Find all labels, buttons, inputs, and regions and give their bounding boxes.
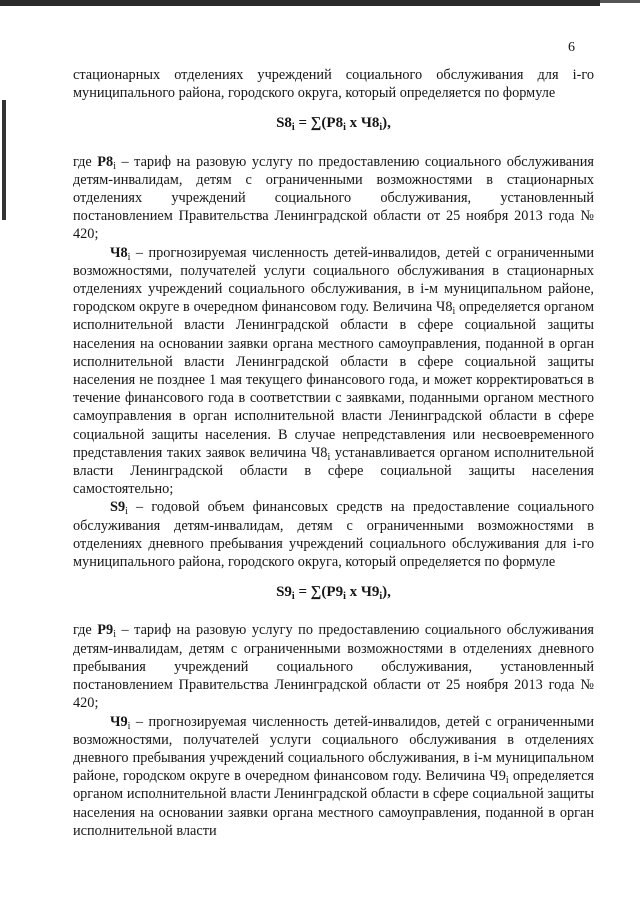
formula-s8: $S8_i = \sum(P8_i$ x $Ч8_i$), (276, 115, 391, 134)
paragraph-s9-definition: $S9_i$ – годовой объем финансовых средств на предоставление социального обслуживания детям-инвалидам, детям с ограниченными возможностями в отделениях дневного пребывания учреждений социального обслуживания для i-го муниципального района, городского округа, который определяется по формуле (73, 499, 594, 571)
scan-edge-top (0, 0, 600, 6)
paragraph-ch9-definition: $Ч9_i$ – прогнозируемая численность детей-инвалидов, детей с ограниченными возможностями, получателей услуги социального обслуживания в отделениях дневного пребывания учреждений социального обслуживания, в i-м муниципальном районе, городском округе в очередном финансовом году. Величина $Ч9_i$ определяется органом исполнительной власти Ленинградской области в сфере социальной защиты населения на основании заявки органа местного самоуправления, поданной в орган исполнительной власти (73, 713, 594, 839)
paragraph-1: стационарных отделениях учреждений социального обслуживания для i-го муниципального района, городского округа, который определяется по формуле (73, 67, 594, 102)
page-number: 6 (568, 40, 575, 55)
paragraph-p8-definition: где $P8_i$ – тариф на разовую услугу по предоставлению социального обслуживания детям-инвалидам, детям с ограниченными возможностями в стационарных отделениях учреждений социального обслуживания, установленный постановлением Правительства Ленинградской области от 25 ноября 2013 года № 420; (73, 153, 594, 243)
scan-edge-left (2, 100, 6, 220)
formula-s9: $S9_i = \sum(P9_i$ x $Ч9_i$), (276, 584, 391, 603)
paragraph-p9-definition: где $P9_i$ – тариф на разовую услугу по предоставлению социального обслуживания детям-инвалидам, детям с ограниченными возможностями в отделениях дневного пребывания учреждений социального обслуживания, установленный постановлением Правительства Ленинградской области от 25 ноября 2013 года № 420; (73, 622, 594, 712)
document-body (73, 66, 594, 840)
paragraph-ch8-definition: $Ч8_i$ – прогнозируемая численность детей-инвалидов, детей с ограниченными возможностями, получателей услуги социального обслуживания в стационарных отделениях учреждений социального обслуживания, в i-м муниципальном районе, городском округе в очередном финансовом году. Величина $Ч8_i$ определяется органом исполнительной власти Ленинградской области в сфере социальной защиты населения на основании заявки органа местного самоуправления, поданной в орган исполнительной власти Ленинградской области в сфере социальной защиты населения не позднее 1 мая текущего финансового года, и может корректироваться в течение финансового года в соответствии с заявками, поданными органом местного самоуправления в орган исполнительной власти Ленинградской области в сфере социальной защиты населения. В случае непредставления или несвоевременного представления таких заявок величина $Ч8_i$ устанавливается органом исполнительной власти Ленинградской области в сфере социальной защиты населения самостоятельно; (73, 244, 594, 498)
